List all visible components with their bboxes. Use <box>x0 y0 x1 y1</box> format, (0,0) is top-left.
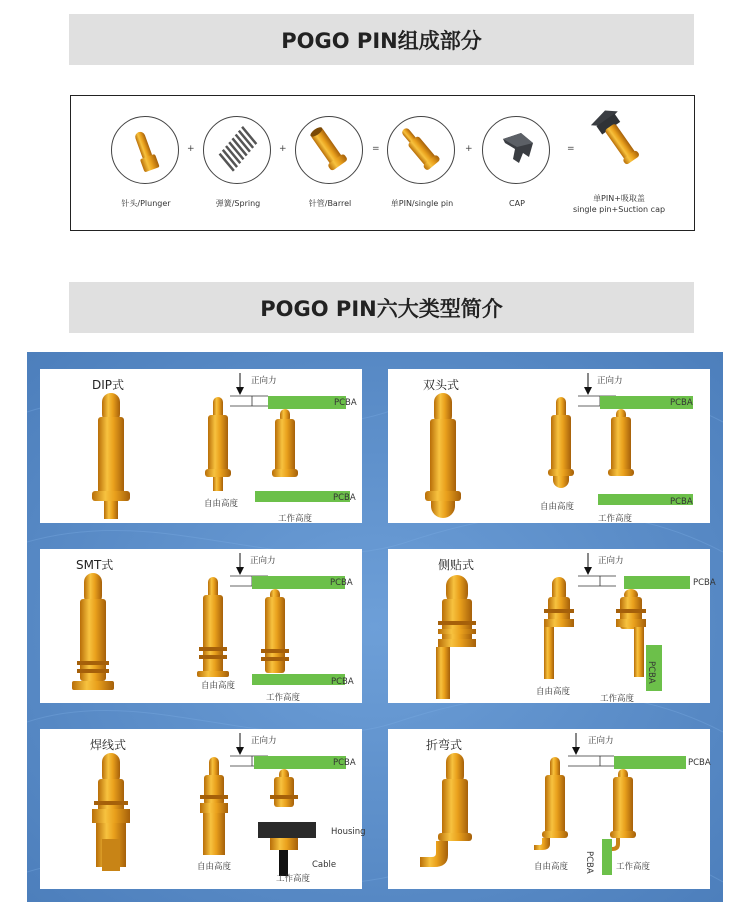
pcba-label: PCBA <box>330 578 353 588</box>
smt-pin-icon <box>72 573 114 690</box>
work-height-label: 工作高度 <box>600 694 635 704</box>
type-title: 焊线式 <box>90 738 127 752</box>
component-spring <box>188 96 288 230</box>
type-title: 双头式 <box>423 378 460 392</box>
equals-operator: = <box>567 144 575 154</box>
component-label: 针头/Plunger <box>121 199 171 208</box>
single-pin-icon <box>387 116 455 184</box>
free-height-label: 自由高度 <box>204 499 239 509</box>
free-height-label: 自由高度 <box>540 502 575 512</box>
pcba-label: PCBA <box>331 677 354 687</box>
work-height-label: 工作高度 <box>616 862 651 872</box>
force-label: 正向力 <box>250 556 276 566</box>
free-height-label: 自由高度 <box>534 862 569 872</box>
pcba-label: PCBA <box>333 493 356 503</box>
side-mount-pin-icon <box>436 575 476 699</box>
free-height-label: 自由高度 <box>197 862 232 872</box>
cable-label: Cable <box>312 860 337 870</box>
force-label: 正向力 <box>597 376 623 386</box>
type-card-double-head <box>388 369 710 523</box>
force-label: 正向力 <box>251 736 277 746</box>
component-plunger <box>96 96 196 230</box>
spring-icon <box>203 116 271 184</box>
free-height-label: 自由高度 <box>536 687 571 697</box>
pcba-label: PCBA <box>670 497 693 507</box>
dip-pin-icon <box>92 393 130 519</box>
component-label: 针管/Barrel <box>308 199 352 208</box>
work-height-label: 工作高度 <box>266 693 301 703</box>
types-panel <box>27 352 723 902</box>
force-label: 正向力 <box>251 376 277 386</box>
double-head-pin-icon <box>425 393 461 518</box>
work-height-label: 工作高度 <box>278 514 313 524</box>
pcba-label: PCBA <box>334 398 357 408</box>
type-title: 侧贴式 <box>438 558 475 572</box>
type-title: DIP式 <box>92 378 125 392</box>
component-label-cn: 单PIN+吸取盖 <box>593 194 645 203</box>
section-title-components: POGO PIN组成部分 <box>69 14 694 65</box>
force-label: 正向力 <box>598 556 624 566</box>
type-card-wire-solder <box>40 729 366 889</box>
type-title: 折弯式 <box>426 738 463 752</box>
component-pin-with-cap <box>569 96 669 230</box>
type-card-dip <box>40 369 362 523</box>
type-title: SMT式 <box>76 558 114 572</box>
component-label: 弹簧/Spring <box>215 199 261 208</box>
housing-label: Housing <box>331 827 366 837</box>
pcba-vertical-label: PCBA <box>584 851 594 874</box>
component-label: CAP <box>509 199 525 208</box>
work-height-label: 工作高度 <box>276 874 311 884</box>
type-card-side-mount <box>388 549 716 704</box>
component-single-pin <box>372 96 472 230</box>
pcba-label: PCBA <box>688 758 711 768</box>
plus-operator: + <box>279 144 287 154</box>
pcba-label: PCBA <box>333 758 356 768</box>
pin-with-cap-icon <box>569 96 669 186</box>
work-height-label: 工作高度 <box>598 514 633 524</box>
plus-operator: + <box>187 144 195 154</box>
type-card-smt <box>40 549 362 703</box>
component-label-en: single pin+Suction cap <box>572 205 666 214</box>
free-height-label: 自由高度 <box>201 681 236 691</box>
plus-operator: + <box>465 144 473 154</box>
pcba-label: PCBA <box>670 398 693 408</box>
wire-solder-pin-icon <box>92 753 130 871</box>
bent-pin-icon <box>420 753 472 867</box>
type-card-bent <box>388 729 710 889</box>
cap-icon <box>482 116 550 184</box>
plunger-icon <box>111 116 179 184</box>
equals-operator: = <box>372 144 380 154</box>
component-barrel <box>280 96 380 230</box>
force-label: 正向力 <box>588 736 614 746</box>
section-title-types: POGO PIN六大类型简介 <box>69 282 694 333</box>
component-label: 单PIN/single pin <box>390 199 454 208</box>
components-panel <box>70 95 695 231</box>
pcba-label: PCBA <box>693 578 716 588</box>
barrel-icon <box>295 116 363 184</box>
pcba-vertical-label: PCBA <box>646 661 656 684</box>
